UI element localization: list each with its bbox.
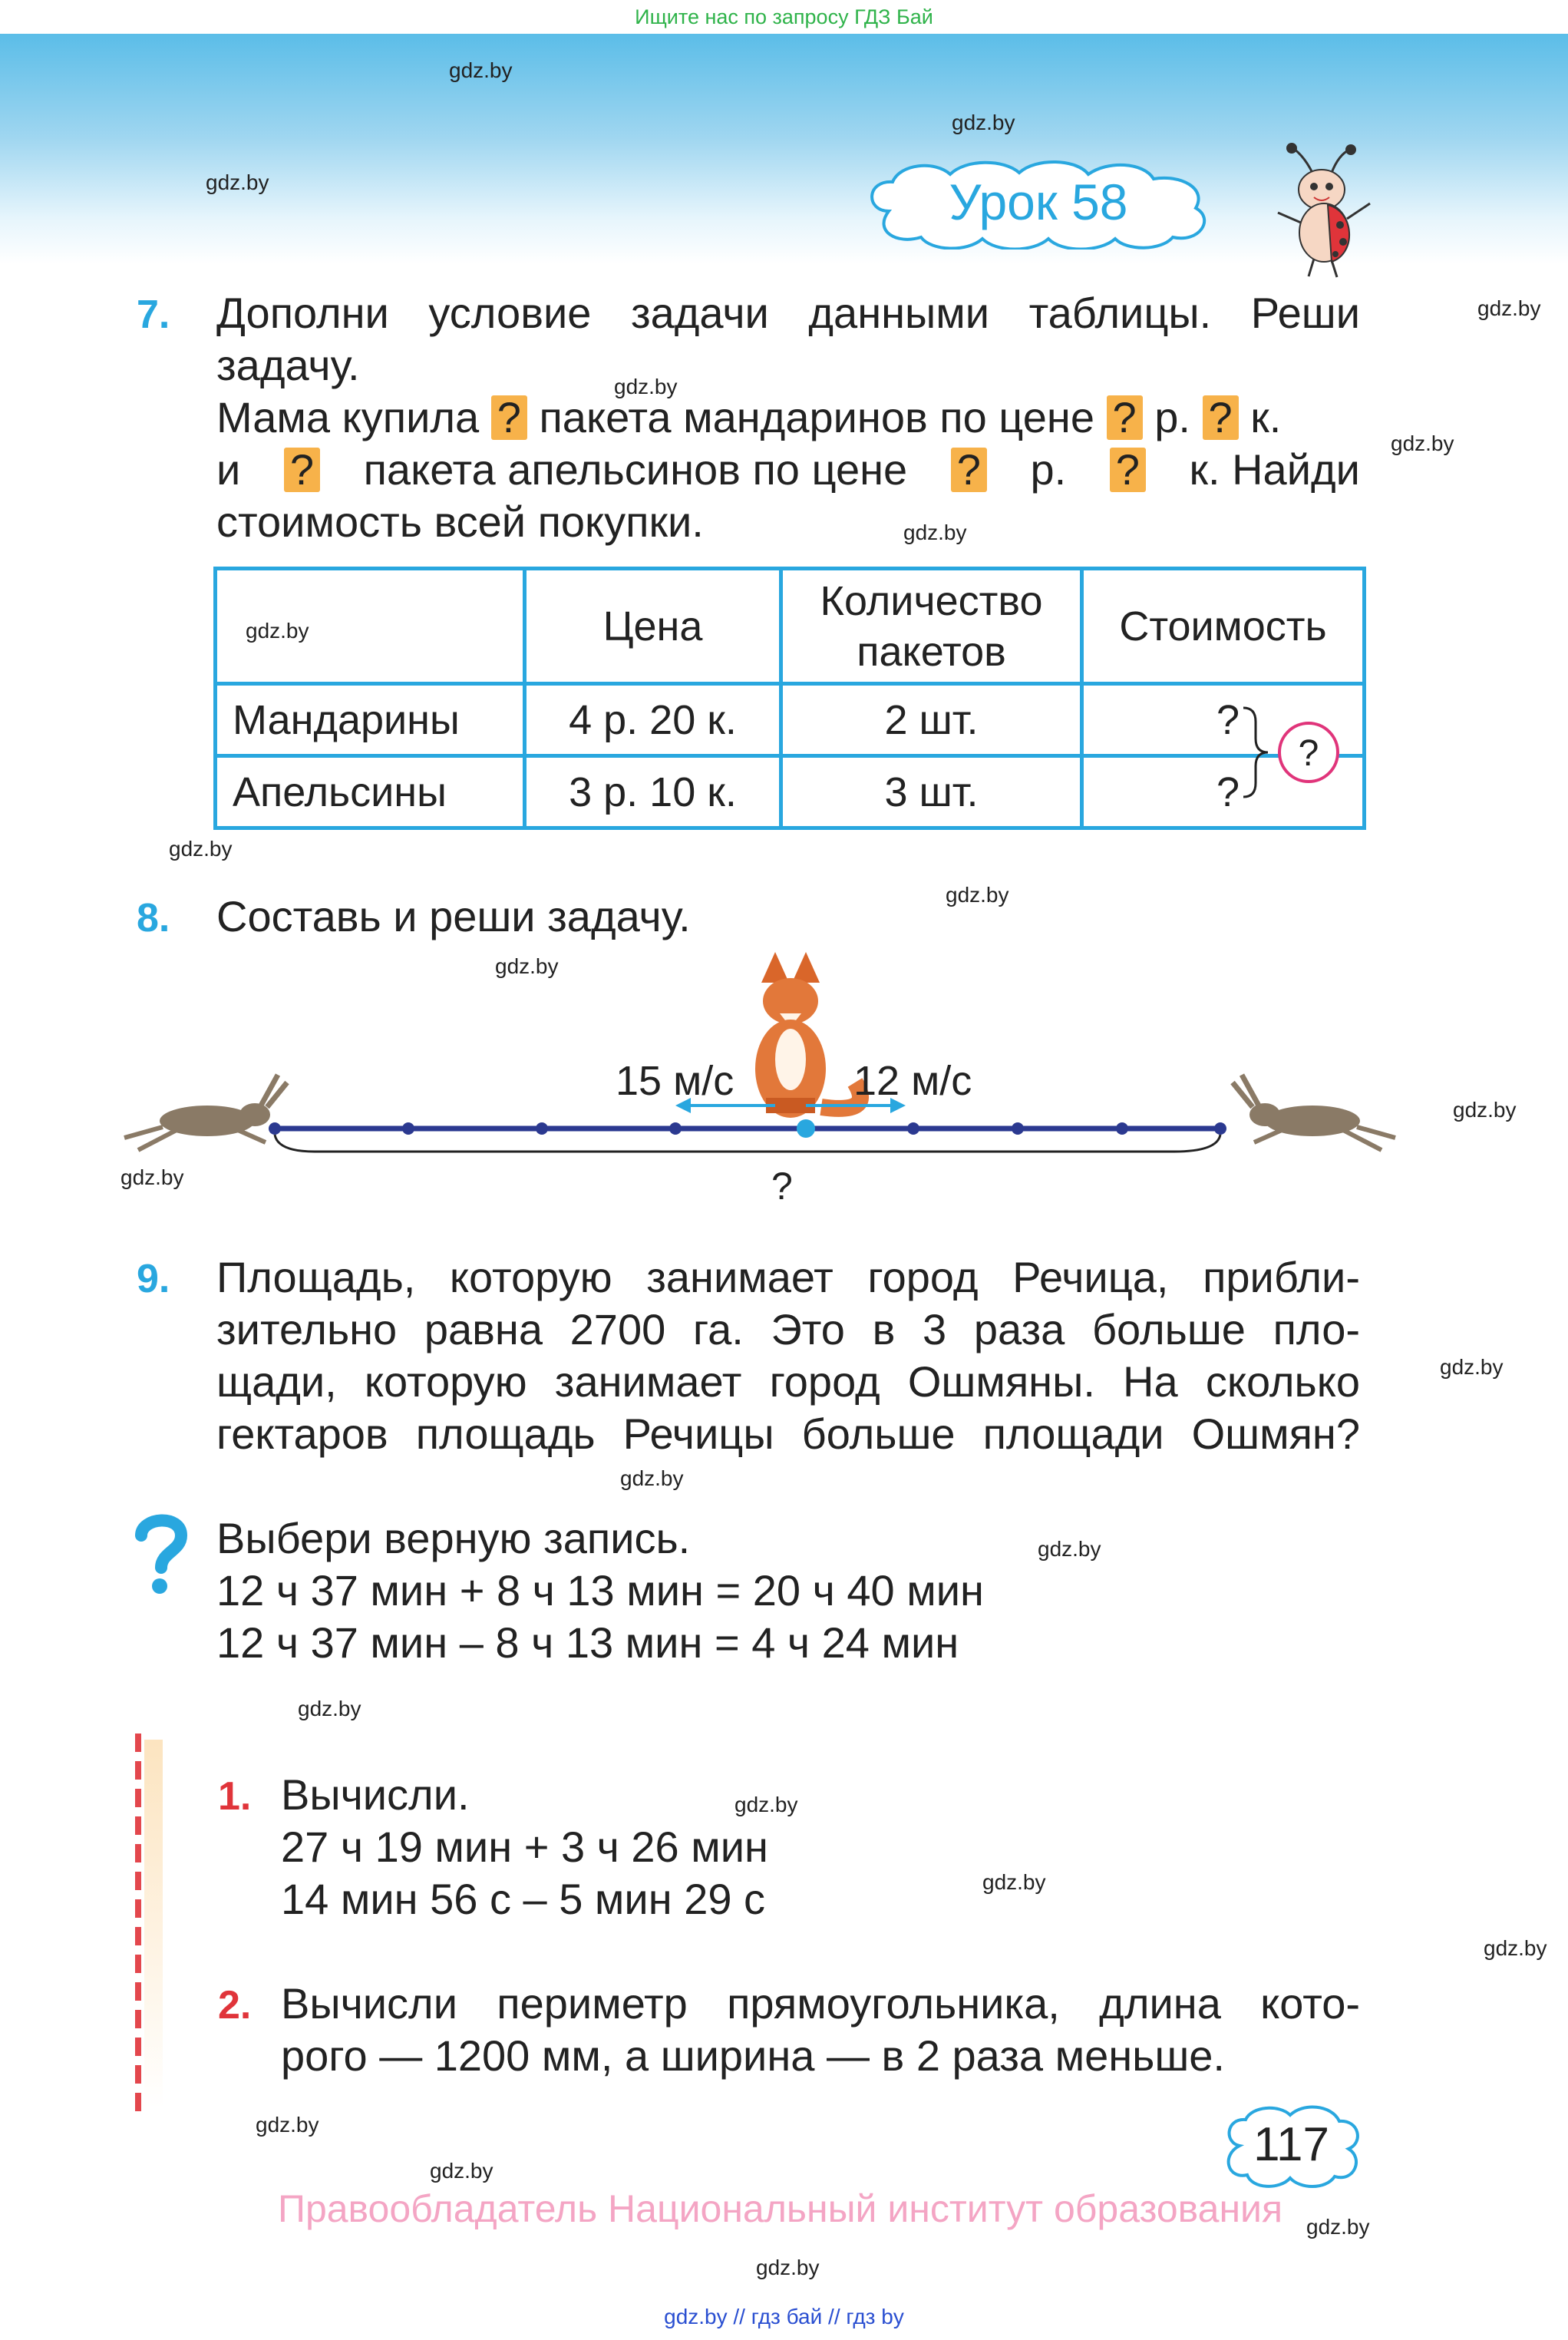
- watermark: gdz.by: [903, 521, 967, 544]
- distance-brace: [275, 1135, 1220, 1152]
- watermark: gdz.by: [430, 2159, 494, 2183]
- row-item: Мандарины: [216, 684, 525, 756]
- copyright-text: Правообладатель Национальный институт образования: [278, 2187, 1283, 2230]
- watermark: gdz.by: [620, 1466, 684, 1490]
- row-quantity: 3 шт.: [781, 756, 1082, 828]
- task-9-line-1: Площадь, которую занимает город Речица, прибли-: [216, 1253, 1360, 1301]
- line-tick: [1012, 1122, 1024, 1135]
- task-7-text: р.: [1030, 445, 1067, 494]
- distance-question: ?: [771, 1165, 793, 1208]
- watermark: gdz.by: [756, 2256, 820, 2279]
- self-check-1-number: 1.: [218, 1774, 252, 1819]
- self-check-1-line-2: 27 ч 19 мин + 3 ч 26 мин: [281, 1823, 768, 1871]
- number-line-diagram: [115, 937, 1405, 1213]
- watermark: gdz.by: [1453, 1098, 1517, 1122]
- table-row: [216, 684, 1365, 756]
- line-tick: [1214, 1122, 1226, 1135]
- line-tick: [269, 1122, 281, 1135]
- task-7-line-2: задачу.: [216, 341, 360, 389]
- task-7-line-1: Дополни условие задачи данными таблицы. Реши: [216, 289, 1360, 337]
- top-banner[interactable]: Ищите нас по запросу ГДЗ Бай: [0, 0, 1568, 34]
- line-tick: [907, 1122, 919, 1135]
- task-9-line-2: зительно равна 2700 га. Это в 3 раза больше пло-: [216, 1305, 1360, 1353]
- watermark: gdz.by: [1391, 431, 1454, 455]
- blank-price-kop-box: ?: [1110, 448, 1146, 492]
- table-header-cost: Стоимость: [1082, 569, 1365, 684]
- watermark: gdz.by: [449, 58, 513, 82]
- table-row: [216, 756, 1365, 828]
- watermark: gdz.by: [1306, 2215, 1370, 2239]
- fox-position-point: [797, 1119, 815, 1138]
- row-price: 4 р. 20 к.: [525, 684, 781, 756]
- task-9-line-4: гектаров площадь Речицы больше площади Ошмян?: [216, 1410, 1360, 1458]
- self-check-1-line-3: 14 мин 56 с – 5 мин 29 с: [281, 1875, 766, 1923]
- ladybug-icon: [1266, 142, 1381, 280]
- watermark: gdz.by: [734, 1793, 798, 1816]
- blank-price-rub-box: ?: [1107, 395, 1143, 440]
- task-7-text: к. Найди: [1189, 445, 1360, 494]
- watermark: gdz.by: [298, 1697, 361, 1720]
- table-header-quantity: [781, 569, 1082, 684]
- table-header-empty: [216, 569, 525, 684]
- sum-brace-icon: [1228, 691, 1381, 814]
- watermark: gdz.by: [495, 954, 559, 978]
- watermark: gdz.by: [1477, 296, 1541, 320]
- task-9-line-3: щади, которую занимает город Ошмяны. На сколько: [216, 1357, 1360, 1406]
- watermark: gdz.by: [206, 170, 269, 194]
- blank-quantity-box: ?: [284, 448, 320, 492]
- watermark: gdz.by: [1038, 1537, 1101, 1561]
- row-cost: ?: [1082, 684, 1365, 756]
- watermark: gdz.by: [246, 619, 309, 643]
- row-cost: ?: [1082, 756, 1365, 828]
- blank-quantity-box: ?: [491, 395, 527, 440]
- page-number: 117: [1253, 2118, 1329, 2171]
- watermark: gdz.by: [982, 1870, 1046, 1894]
- task-7-line-4: [216, 444, 1360, 496]
- table-header-price: Цена: [525, 569, 781, 684]
- task-7-line-5: стоимость всей покупки.: [216, 497, 704, 546]
- total-question: ?: [1298, 733, 1319, 774]
- fox-icon: [755, 952, 860, 1118]
- quiz-line-1: Выбери верную запись.: [216, 1514, 691, 1562]
- watermark: gdz.by: [1440, 1355, 1504, 1379]
- speed-right-label: 12 м/с: [853, 1058, 972, 1104]
- blank-price-rub-box: ?: [951, 448, 987, 492]
- quiz-option-2: 12 ч 37 мин – 8 ч 13 мин = 4 ч 24 мин: [216, 1618, 959, 1667]
- task-8-number: 8.: [137, 896, 170, 940]
- row-item: Апельсины: [216, 756, 525, 828]
- watermark: gdz.by: [1484, 1936, 1547, 1960]
- line-tick: [669, 1122, 682, 1135]
- header-qty-line-2: пакетов: [857, 628, 1006, 675]
- watermark: gdz.by: [614, 375, 678, 398]
- self-check-1-line-1: Вычисли.: [281, 1770, 470, 1819]
- blank-price-kop-box: ?: [1203, 395, 1239, 440]
- task-8-text: Составь и реши задачу.: [216, 892, 691, 940]
- quiz-option-1: 12 ч 37 мин + 8 ч 13 мин = 20 ч 40 мин: [216, 1566, 984, 1615]
- task-7-text: и: [216, 445, 241, 494]
- task-7-text: пакета мандаринов по цене: [539, 393, 1094, 441]
- lesson-title: Урок 58: [949, 174, 1128, 230]
- question-mark-icon: [130, 1511, 192, 1595]
- row-quantity: 2 шт.: [781, 684, 1082, 756]
- task-7-text: р.: [1154, 393, 1190, 441]
- task-7-text: пакета апельсинов по цене: [363, 445, 908, 494]
- watermark: gdz.by: [256, 2113, 319, 2137]
- self-check-2-number: 2.: [218, 1983, 252, 2028]
- hare-left-icon: [124, 1075, 287, 1150]
- task-7-text: к.: [1250, 393, 1282, 441]
- line-tick: [1116, 1122, 1128, 1135]
- watermark: gdz.by: [946, 883, 1009, 907]
- self-check-2-line-2: рого — 1200 мм, а ширина — в 2 раза меньше.: [281, 2031, 1225, 2080]
- hare-right-icon: [1233, 1075, 1395, 1150]
- watermark: gdz.by: [120, 1165, 184, 1189]
- task-7-number: 7.: [137, 292, 170, 337]
- row-price: 3 р. 10 к.: [525, 756, 781, 828]
- line-tick: [536, 1122, 548, 1135]
- watermark: gdz.by: [169, 837, 233, 861]
- speed-left-label: 15 м/с: [616, 1058, 734, 1104]
- task-7-line-3: [216, 392, 1281, 444]
- table-header-row: [216, 569, 1365, 684]
- price-table: [213, 567, 1366, 830]
- watermark: gdz.by: [952, 111, 1015, 134]
- header-qty-line-1: Количество: [820, 577, 1043, 624]
- line-tick: [402, 1122, 414, 1135]
- task-9-number: 9.: [137, 1257, 170, 1301]
- task-7-text: Мама купила: [216, 393, 480, 441]
- self-check-2-line-1: Вычисли периметр прямоугольника, длина кото-: [281, 1979, 1360, 2028]
- footer-links[interactable]: gdz.by // гдз бай // гдз by: [664, 2305, 904, 2328]
